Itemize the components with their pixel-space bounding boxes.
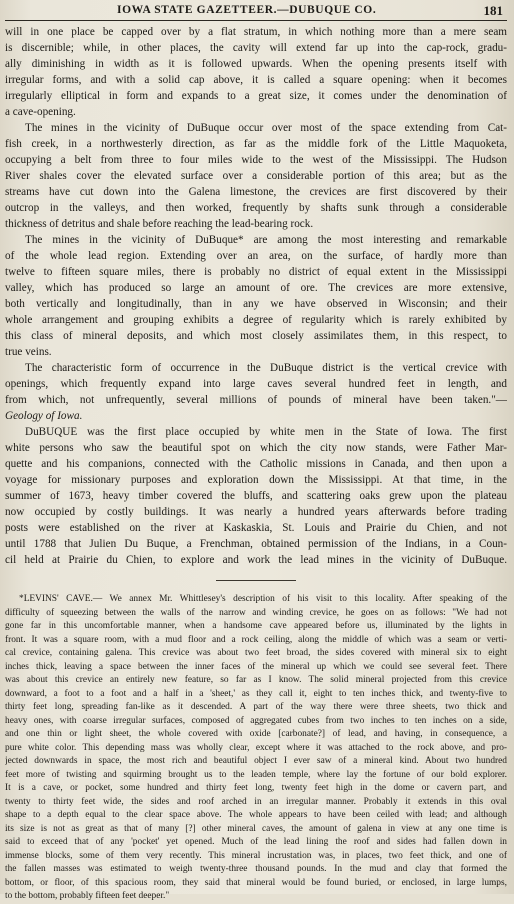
text-line: DuBUQUE was the first place occupied by white men in the State of Iowa. The first [25,426,507,438]
text-line: Geology of Iowa. [5,410,83,422]
text-line: until 1788 that Julien Du Buque, a Frenchman, obtained permission of the Indians, in a Coun- [5,538,507,550]
footnote-line: cal crevice, containing galena. This crevice was about two feet broad, the sides covered with mineral six to eight [5,648,507,658]
text-line: white persons who saw the beautiful spot on which the city now stands, were Father Mar- [5,442,507,454]
footnote-line: It is a cave, or pocket, some hundred and thirty feet long, twenty feet high in the dome or cavern part, and [5,783,507,793]
footnote-line: gone far in this uncomfortable manner, when a handsome cave appeared before us, illuminated by the lights in [5,621,507,631]
text-line: The mines in the vicinity of DuBuque* are among the most interesting and remarkable [25,234,507,246]
footnote-line: twenty to thirty feet wide, the sides and roof arched in an irregular manner. Probably it extends in this oval [5,796,507,807]
footnote-line: was about this crevice an entirely new feature, so far as I know. The solid mineral projected from this crevice [5,675,507,685]
text-line: this class of mineral deposits, and which most closely assimilates them, in this respect, to [5,330,507,342]
footnote-line: the fallen masses was estimated to weigh twenty-three thousand pounds. In the mud and clay that formed the [5,864,507,874]
footnote-line: feet more of twisting and squirming brought us to the leaden temple, where lay the fortune of our bold explorer. [5,769,507,780]
text-line: is discernible; while, in other places, the cavity will extend far up into the cap-rock, gradu- [5,42,507,54]
text-line: fish creek, in a northwesterly direction, as far as the middle fork of the Little Maquoketa, [5,138,507,150]
main-text [5,24,507,568]
text-line: true veins. [5,346,52,358]
footnote-line: thirty feet long, spreading fan-like as it descended. A part of the way there were three sheets, two thick and [5,702,507,712]
footnote-line: downward, a foot to a foot and a half in a 'sheet,' as they call it, eight to ten inches thick, and twenty-five to [5,688,507,699]
text-line: The mines in the vicinity of DuBuque occur over most of the space extending from Cat- [25,122,507,134]
running-head: IOWA STATE GAZETTEER.—DUBUQUE CO. [117,4,377,16]
text-line: posts were established on the river at Kaskaskia, St. Louis and Prairie du Chien, and not [5,522,507,534]
text-line: quette and his companions, connected with the Catholic missions in Canada, and then upon a [5,458,507,470]
page-number: 181 [483,3,503,18]
footnote-line: bottom, or floor, of this spacious room, they said that mineral would be found buried, or enclosed, in large lumps, [5,877,507,888]
page-header [5,4,507,21]
text-line: twelve to fifteen square miles, there is probably no district of equal extent in the Mississippi [5,266,507,278]
text-line: from which, not unfrequently, several millions of pounds of mineral have been taken."— [5,394,507,406]
text-line: of the whole lead region. Extending over an area, on the surface, of hardly more than [5,250,507,262]
footnote-line: inches thick, leaving a space between the inner faces of the mineral up which we could see several feet. There [5,661,507,672]
footnote-line: front. It was a square room, with a mud floor and a rock ceiling, along the middle of which was a seam or verti- [5,634,507,645]
footnote-line: difficulty of squeezing between the walls of the narrow and winding crevice, he goes on as follows: "We had not [5,607,507,618]
footnote [5,593,507,904]
text-line: thickness of detritus and shale before reaching the lead-bearing rock. [5,218,314,230]
text-line: whole arrangement and grouping exhibits a degree of regularity which is rarely exhibited by [5,314,507,326]
text-line: both vertically and longitudinally, than in any we have observed in Wisconsin; and their [5,298,507,310]
text-line: cil held at Prairie du Chien, to explore and work the lead mines in the vicinity of DuBuque. [5,554,507,566]
text-line: outcrop in the valleys, and then worked, frequently by shafts sunk through a considerable [5,202,507,214]
footnote-line: said to exceed that of any 'pocket' yet opened. Much of the lead lining the roof and sides had fallen down in [5,837,507,847]
footnote-line: pure white color. This depending mass was wholly clear, except where it was attached to the rock above, and pro- [5,742,507,753]
footnote-line: and one thin or light sheet, the whole covered with oxide [carbonate?] of lead, and having, in consequence, a [5,729,507,739]
footnote-line: immense blocks, some of them very recently. This mineral incrustation was, in places, two feet thick, and one of [5,850,507,861]
text-line: occupying a belt from three to four miles wide to the west of the Mississippi. The Hudson [5,154,507,166]
text-line: summer of 1673, heavy timber covered the bluffs, and scattering oaks grew upon the plateau [5,490,507,502]
text-line: openings, which frequently expand into large caves several hundred feet in length, and [5,378,507,390]
footnote-line: its size is not as great as that of many [?] other mineral caves, the amount of galena in view at any one time is [5,823,507,834]
text-line: ally diminishing in width as it is followed upwards. When the opening presents itself with [5,58,507,70]
footnote-line: jected downwards in space, the most rich and beautiful object I ever saw of a mineral kind. About two hundred [5,756,507,766]
text-line: will in one place be capped over by a flat stratum, in which nothing more than a mere seam [5,26,507,38]
text-line: irregular forms, and with a solid cap above, it is called a square opening: when it becomes [5,74,507,86]
text-line: The characteristic form of occurrence in the DuBuque district is the vertical crevice with [25,362,507,374]
text-line: now occupied by costly buildings. It was nearly a hundred years afterwards before trading [5,506,507,518]
footnote-line: shape to a depth equal to the clear space above. The whole appears to have been ceiled with lead; and although [5,810,507,820]
footnote-divider [216,580,296,581]
text-line: voyage for missionary purposes and exploration down the Mississippi. At that time, in the [5,474,507,486]
text-line: River shales cover the elevated surface over a considerable portion of this area; but as the [5,170,507,182]
text-line: a cave-opening. [5,106,76,118]
text-line: streams have cut down into the Galena limestone, the crevices are first discovered by their [5,186,507,198]
footnote-line: heavy ones, with coarse irregular surfaces, composed of aggregated cubes from two inches to ten inches on a side, [5,715,507,726]
text-line: valley, which has produced so large an amount of ore. The crevices are more extensive, [5,282,507,294]
text-line: irregularly elliptical in form and expands to a great size, it comes under the denomination of [5,90,507,102]
footnote-line: to the bottom, probably fifteen feet deeper." [5,891,170,901]
footnote-line: *LEVINS' CAVE.— We annex Mr. Whittlesey's description of his visit to this locality. After speaking of the [19,594,507,604]
